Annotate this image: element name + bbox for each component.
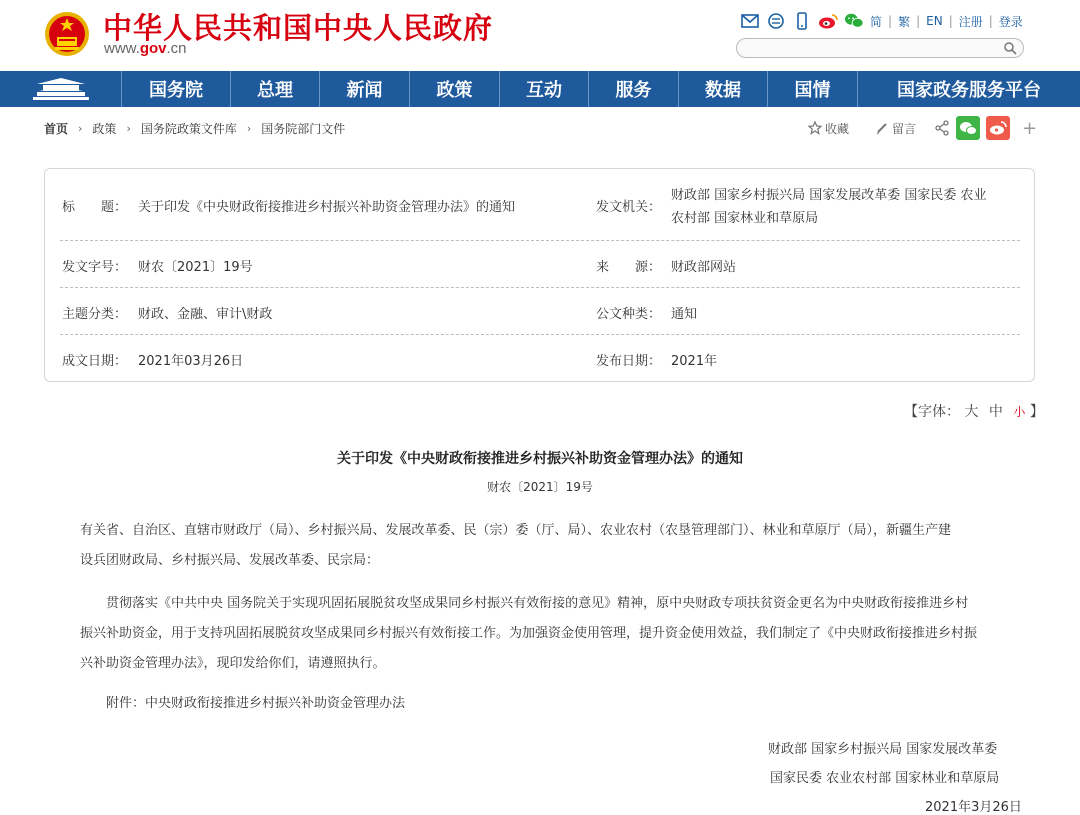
link-divider: | xyxy=(916,14,921,28)
nav-data[interactable]: 数据 xyxy=(679,71,768,107)
published-date-value: 2021年 xyxy=(671,354,718,369)
article-tools xyxy=(808,115,1037,141)
published-date-label: 发布日期： xyxy=(596,354,662,369)
url-suffix: .cn xyxy=(166,40,187,57)
nav-gov-service-platform[interactable]: 国家政务服务平台 xyxy=(897,80,1041,101)
search-input[interactable] xyxy=(736,38,1024,58)
site-header xyxy=(0,0,1080,71)
tiananmen-icon xyxy=(31,76,91,102)
nav-home-tiananmen[interactable] xyxy=(0,71,122,107)
breadcrumb-policy[interactable]: 政策 xyxy=(92,121,117,136)
doctype-label: 公文种类： xyxy=(596,307,662,322)
nav-premier[interactable]: 总理 xyxy=(231,71,320,107)
chevron-right-icon: › xyxy=(246,121,252,135)
title-value: 关于印发《中央财政衔接推进乡村振兴补助资金管理办法》的通知 xyxy=(138,200,516,215)
info-row xyxy=(60,335,1020,381)
issuer-value-line2: 农村部 国家林业和草原局 xyxy=(671,211,819,226)
link-divider: | xyxy=(888,14,893,28)
signature-issuers-line2: 国家民委 农业农村部 国家林业和草原局 xyxy=(770,771,1000,786)
url-domain: gov xyxy=(139,40,167,57)
mobile-icon[interactable] xyxy=(792,12,812,30)
weibo-icon[interactable] xyxy=(818,12,838,30)
nav-interaction[interactable]: 互动 xyxy=(500,71,589,107)
nav-news[interactable]: 新闻 xyxy=(320,71,410,107)
signature-date: 2021年3月26日 xyxy=(925,800,1022,815)
top-links xyxy=(740,10,1023,32)
link-register[interactable]: 注册 xyxy=(958,14,983,29)
info-row xyxy=(60,288,1020,335)
wechat-icon[interactable] xyxy=(844,12,864,30)
breadcrumb xyxy=(44,118,345,138)
wechat-icon xyxy=(959,121,977,136)
pencil-icon xyxy=(875,121,889,135)
font-size-large[interactable]: 大 xyxy=(964,404,979,420)
nav-services[interactable]: 服务 xyxy=(589,71,679,107)
article-recipients xyxy=(80,516,1012,576)
nav-state-council[interactable]: 国务院 xyxy=(122,71,231,107)
doctype-value: 通知 xyxy=(671,307,698,322)
message-icon[interactable] xyxy=(766,12,786,30)
font-size-small[interactable]: 小 xyxy=(1013,405,1026,419)
body-line: 贯彻落实《中共中央 国务院关于实现巩固拓展脱贫攻坚成果同乡村振兴有效衔接的意见》精神，原中央财政专项扶贫资金更名为中央财政衔接推进乡村 xyxy=(106,596,969,611)
national-emblem-logo[interactable] xyxy=(44,10,90,58)
comment-button[interactable] xyxy=(875,120,916,137)
document-info-box xyxy=(44,168,1035,382)
link-login[interactable]: 登录 xyxy=(998,14,1023,29)
recipients-line: 设兵团财政局、乡村振兴局、发展改革委、民宗局： xyxy=(80,553,380,568)
nav-national-conditions[interactable]: 国情 xyxy=(768,71,858,107)
nav-policy[interactable]: 政策 xyxy=(410,71,500,107)
mail-icon[interactable] xyxy=(740,12,760,30)
article-attachment-link[interactable]: 附件：中央财政衔接推进乡村振兴补助资金管理办法 xyxy=(106,696,406,711)
favorite-label: 收藏 xyxy=(825,121,850,136)
star-icon xyxy=(808,121,822,135)
comment-label: 留言 xyxy=(892,121,917,136)
share-icon[interactable] xyxy=(934,120,950,136)
body-line: 振兴补助资金，用于支持巩固拓展脱贫攻坚成果同乡村振兴有效衔接工作。为加强资金使用管理，提升资金使用效益，我们制定了《中央财政衔接推进乡村振 xyxy=(80,626,978,641)
font-size-switcher xyxy=(904,401,1044,421)
breadcrumb-department-docs[interactable]: 国务院部门文件 xyxy=(261,121,346,136)
font-size-prefix: 【字体： xyxy=(904,404,960,420)
article-title: 关于印发《中央财政衔接推进乡村振兴补助资金管理办法》的通知 xyxy=(337,451,743,467)
recipients-line: 有关省、自治区、直辖市财政厅（局）、乡村振兴局、发展改革委、民（宗）委（厅、局）、农业农村（农垦管理部门）、林业和草原厅（局），新疆生产建 xyxy=(80,523,952,538)
signature-issuers-line1: 财政部 国家乡村振兴局 国家发展改革委 xyxy=(768,742,998,757)
font-size-suffix: 】 xyxy=(1029,404,1044,420)
body-line: 兴补助资金管理办法》，现印发给你们，请遵照执行。 xyxy=(80,656,386,671)
main-nav xyxy=(0,71,1080,107)
share-wechat-button[interactable] xyxy=(956,116,980,140)
title-label: 标 题： xyxy=(62,200,128,215)
source-value: 财政部网站 xyxy=(671,260,737,275)
share-more-icon[interactable]: + xyxy=(1022,117,1038,139)
docno-label: 发文字号： xyxy=(62,260,128,275)
search-icon[interactable] xyxy=(1003,41,1017,55)
article-docno: 财农〔2021〕19号 xyxy=(487,480,593,494)
link-simplified[interactable]: 简 xyxy=(870,14,883,29)
link-divider: | xyxy=(988,14,993,28)
link-traditional[interactable]: 繁 xyxy=(898,14,911,29)
breadcrumb-policy-library[interactable]: 国务院政策文件库 xyxy=(140,121,237,136)
created-date-value: 2021年03月26日 xyxy=(138,354,244,369)
url-prefix: www. xyxy=(104,40,140,57)
docno-value: 财农〔2021〕19号 xyxy=(138,260,253,275)
breadcrumb-home[interactable]: 首页 xyxy=(44,121,69,136)
chevron-right-icon: › xyxy=(78,121,83,135)
article-body-paragraph xyxy=(80,589,1012,679)
favorite-button[interactable] xyxy=(808,120,849,137)
chevron-right-icon: › xyxy=(126,121,131,135)
link-divider: | xyxy=(948,14,953,28)
category-label: 主题分类： xyxy=(62,307,128,322)
weibo-icon xyxy=(989,121,1007,135)
link-english[interactable]: EN xyxy=(926,14,943,28)
site-title[interactable]: 中华人民共和国中央人民政府 xyxy=(103,11,494,45)
created-date-label: 成文日期： xyxy=(62,354,128,369)
share-weibo-button[interactable] xyxy=(986,116,1010,140)
issuer-label: 发文机关： xyxy=(596,200,662,215)
info-row xyxy=(60,169,1020,241)
issuer-value-line1: 财政部 国家乡村振兴局 国家发展改革委 国家民委 农业 xyxy=(671,188,987,203)
font-size-medium[interactable]: 中 xyxy=(988,404,1003,420)
source-label: 来 源： xyxy=(596,260,662,275)
category-value: 财政、金融、审计\财政 xyxy=(138,307,273,322)
info-row xyxy=(60,241,1020,288)
site-url[interactable] xyxy=(104,40,187,57)
